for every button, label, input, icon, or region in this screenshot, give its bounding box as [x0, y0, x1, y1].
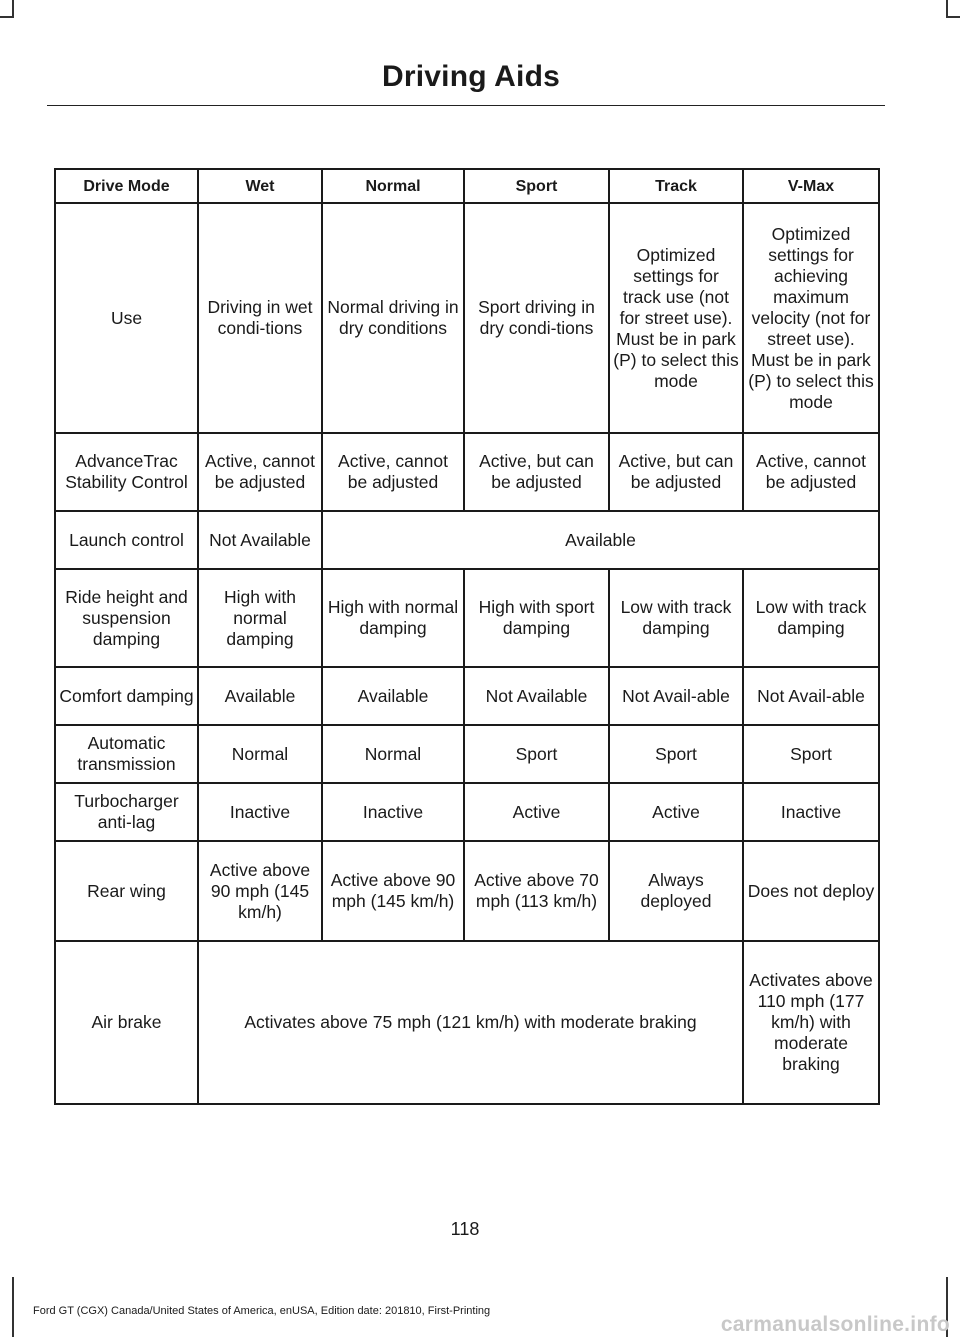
table-cell: Inactive	[743, 783, 879, 841]
drive-mode-table	[54, 168, 880, 1105]
column-header: V-Max	[743, 169, 879, 203]
table-cell: Inactive	[198, 783, 322, 841]
table-cell: Active, cannot be adjusted	[322, 433, 464, 511]
crop-mark	[12, 1277, 14, 1337]
table-cell: Available	[322, 511, 879, 569]
table-row	[55, 433, 879, 511]
column-header: Normal	[322, 169, 464, 203]
table-cell: Normal	[322, 725, 464, 783]
table-cell: Not Avail-able	[743, 667, 879, 725]
watermark: carmanualsonline.info	[720, 1313, 950, 1336]
table-cell: Normal	[198, 725, 322, 783]
row-label: Launch control	[55, 511, 198, 569]
table-cell: Normal driving in dry conditions	[322, 203, 464, 433]
table-cell: Active, but can be adjusted	[609, 433, 743, 511]
table-cell: Does not deploy	[743, 841, 879, 941]
table-cell: Active above 90 mph (145 km/h)	[198, 841, 322, 941]
table-cell: Not Available	[198, 511, 322, 569]
table-cell: Available	[322, 667, 464, 725]
table-row	[55, 511, 879, 569]
column-header: Wet	[198, 169, 322, 203]
table-cell: Always deployed	[609, 841, 743, 941]
crop-mark	[946, 16, 960, 18]
row-label: Comfort damping	[55, 667, 198, 725]
table-cell: Activates above 75 mph (121 km/h) with moderate braking	[198, 941, 743, 1104]
table-cell: Sport	[464, 725, 609, 783]
table-cell: High with normal damping	[198, 569, 322, 667]
table-row	[55, 783, 879, 841]
crop-mark	[0, 16, 14, 18]
table-row	[55, 569, 879, 667]
table-cell: Sport	[609, 725, 743, 783]
column-header: Drive Mode	[55, 169, 198, 203]
row-label: Air brake	[55, 941, 198, 1104]
table-cell: Active above 90 mph (145 km/h)	[322, 841, 464, 941]
table-row	[55, 725, 879, 783]
table-cell: Low with track damping	[743, 569, 879, 667]
page-title: Driving Aids	[382, 60, 560, 93]
table-cell: Inactive	[322, 783, 464, 841]
table-cell: Sport	[743, 725, 879, 783]
column-header: Sport	[464, 169, 609, 203]
table-cell: High with normal damping	[322, 569, 464, 667]
table-cell: Low with track damping	[609, 569, 743, 667]
table-cell: Active, cannot be adjusted	[743, 433, 879, 511]
table-cell: Not Avail-able	[609, 667, 743, 725]
table-cell: High with sport damping	[464, 569, 609, 667]
row-label: Rear wing	[55, 841, 198, 941]
table-cell: Active, cannot be adjusted	[198, 433, 322, 511]
table-cell: Active above 70 mph (113 km/h)	[464, 841, 609, 941]
table-cell: Active	[609, 783, 743, 841]
table-cell: Not Available	[464, 667, 609, 725]
table-row	[55, 203, 879, 433]
row-label: Ride height and suspension damping	[55, 569, 198, 667]
table-cell: Optimized settings for track use (not for street use). Must be in park (P) to select this mode	[609, 203, 743, 433]
row-label: AdvanceTrac Stability Control	[55, 433, 198, 511]
table-cell: Available	[198, 667, 322, 725]
table-cell: Active	[464, 783, 609, 841]
table-row	[55, 941, 879, 1104]
edition-footer: Ford GT (CGX) Canada/United States of America, enUSA, Edition date: 201810, First-Printing	[33, 1305, 491, 1317]
table-cell: Driving in wet condi-tions	[198, 203, 322, 433]
table-cell: Activates above 110 mph (177 km/h) with moderate braking	[743, 941, 879, 1104]
table-header-row	[55, 169, 879, 203]
table-row	[55, 667, 879, 725]
column-header: Track	[609, 169, 743, 203]
row-label: Turbocharger anti-lag	[55, 783, 198, 841]
table-cell: Optimized settings for achieving maximum velocity (not for street use). Must be in park (P) to select this mode	[743, 203, 879, 433]
title-divider	[47, 105, 885, 106]
row-label: Use	[55, 203, 198, 433]
table-cell: Sport driving in dry condi-tions	[464, 203, 609, 433]
table-row	[55, 841, 879, 941]
table-cell: Active, but can be adjusted	[464, 433, 609, 511]
page-number: 118	[450, 1219, 480, 1239]
row-label: Automatic transmission	[55, 725, 198, 783]
